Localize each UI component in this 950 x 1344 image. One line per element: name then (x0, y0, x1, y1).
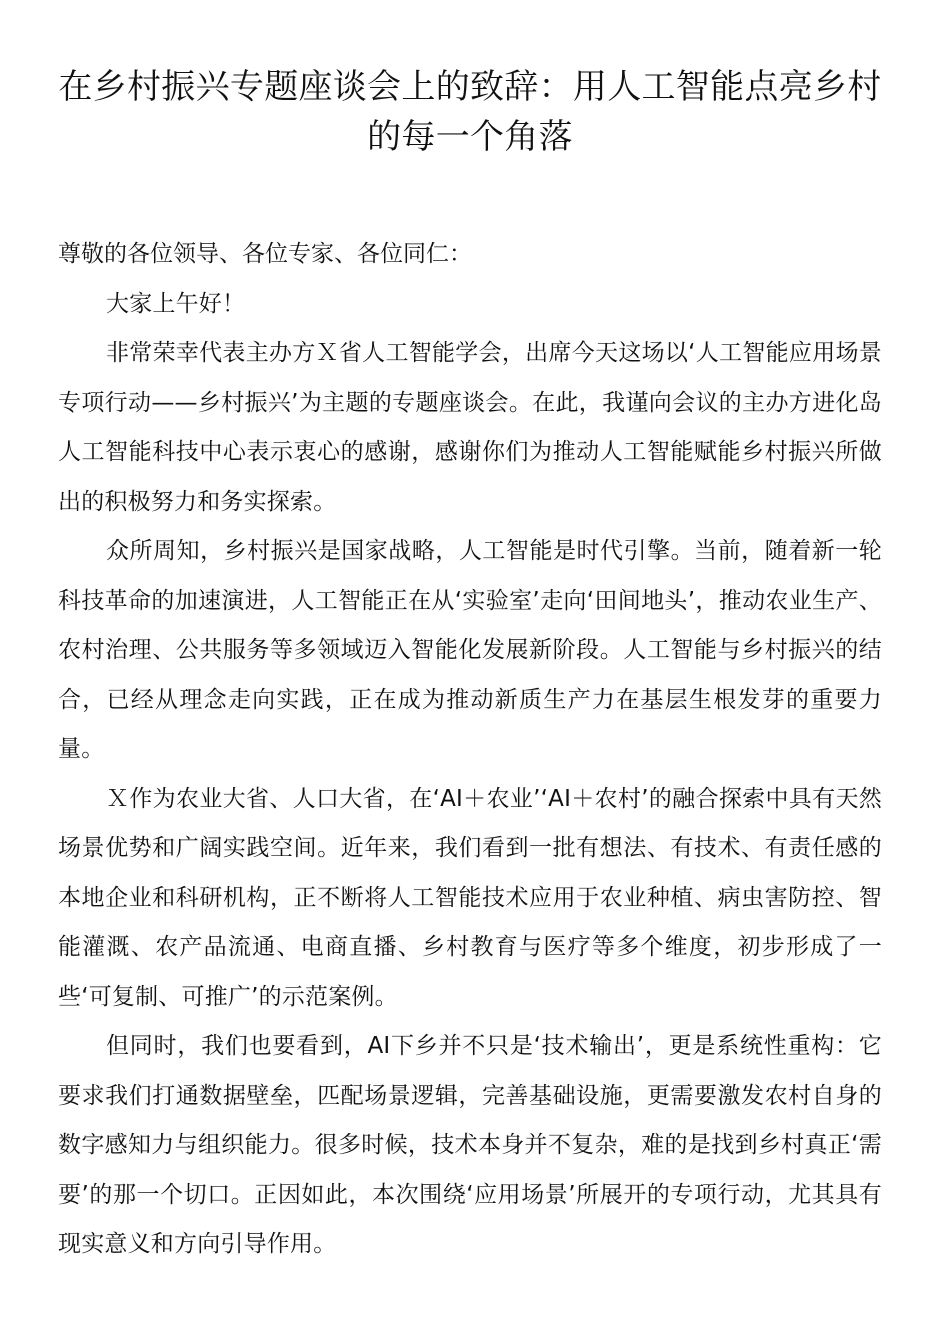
document-title: 在乡村振兴专题座谈会上的致辞：用人工智能点亮乡村的每一个角落 (58, 67, 882, 157)
paragraph-greeting: 大家上午好！ (106, 290, 246, 317)
paragraph-challenges: 但同时，我们也要看到，AI下乡并不只是‘技术输出’，更是系统性重构：它要求我们打通数据壁垒，匹配场景逻辑，完善基础设施，更需要激发农村自身的数字感知力与组织能力。很多时候，技术本身并不复杂，难的是找到乡村真正‘需要’的那一个切口。正因如此，本次围绕‘应用场景’所展开的专项行动，尤其具有现实意义和方向引导作用。 (58, 1033, 882, 1257)
salutation: 尊敬的各位领导、各位专家、各位同仁： (58, 241, 472, 267)
paragraph-province-practice: Ｘ作为农业大省、人口大省，在‘AI＋农业’‘AI＋农村’的融合探索中具有天然场景优势和广阔实践空间。近年来，我们看到一批有想法、有技术、有责任感的本地企业和科研机构，正不断将人工智能技术应用于农业种植、病虫害防控、智能灌溉、农产品流通、电商直播、乡村教育与医疗等多个维度，初步形成了一些‘可复制、可推广’的示范案例。 (58, 785, 882, 1010)
paragraph-introduction: 非常荣幸代表主办方Ｘ省人工智能学会，出席今天这场以‘人工智能应用场景专项行动——乡村振兴’为主题的专题座谈会。在此，我谨向会议的主办方进化岛人工智能科技中心表示衷心的感谢，感谢你们为推动人工智能赋能乡村振兴所做出的积极努力和务实探索。 (58, 340, 882, 515)
paragraph-background: 众所周知，乡村振兴是国家战略，人工智能是时代引擎。当前，随着新一轮科技革命的加速演进，人工智能正在从‘实验室’走向‘田间地头’，推动农业生产、农村治理、公共服务等多领域迈入智能化发展新阶段。人工智能与乡村振兴的结合，已经从理念走向实践，正在成为推动新质生产力在基层生根发芽的重要力量。 (58, 538, 882, 762)
